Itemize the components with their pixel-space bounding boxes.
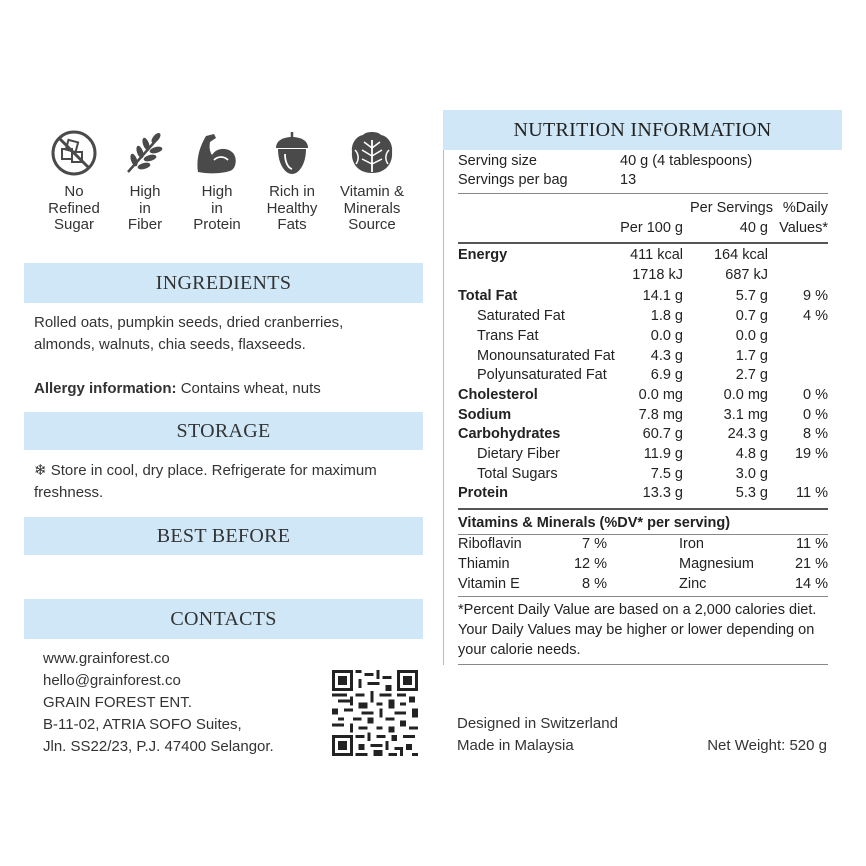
nutrient-daily-value: 9 %	[803, 288, 828, 305]
nutrition-left-border	[443, 150, 444, 665]
divider	[458, 242, 828, 244]
nutrient-label: Energy	[458, 247, 508, 263]
nutrient-per100: 11.9 g	[643, 446, 683, 462]
servings-label: Servings per bag	[458, 172, 568, 188]
nutrition-title: NUTRITION INFORMATION	[443, 110, 842, 150]
contact-email[interactable]: hello@grainforest.co	[43, 672, 181, 689]
divider	[458, 193, 828, 194]
origin-block	[457, 713, 618, 757]
vitamin-daily-value: 7 %	[582, 536, 607, 552]
storage-heading	[24, 412, 423, 450]
storage-text: Store in cool, dry place. Refrigerate for maximum freshness.	[34, 462, 377, 501]
nutrient-per-serving: 24.3 g	[727, 426, 768, 443]
footnote-line-3: your calorie needs.	[458, 642, 581, 658]
allergy-information	[34, 378, 424, 400]
serving-size-value: 40 g (4 tablespoons)	[620, 153, 753, 169]
servings-value: 13	[620, 172, 637, 188]
nutrient-per-serving: 3.1 mg	[723, 406, 768, 423]
feature-vitamins	[336, 128, 408, 234]
nutrient-per-serving: 2.7 g	[735, 367, 768, 384]
nutrient-daily-value: 0 %	[803, 406, 828, 423]
col-per100: Per 100 g	[620, 220, 683, 236]
ingredients-heading	[24, 263, 423, 303]
nutrient-per100: 7.8 mg	[638, 406, 683, 423]
vitamin-daily-value: 12 %	[573, 556, 607, 572]
nutrient-per-serving: 0.0 mg	[723, 386, 768, 403]
feature-label: Rich in Healthy Fats	[266, 183, 318, 233]
nutrient-per100: 7.5 g	[650, 465, 683, 482]
footnote-line-1: *Percent Daily Value are based on a 2,000 calories diet.	[458, 602, 817, 618]
ingredients-text: Rolled oats, pumpkin seeds, dried cranberries, almonds, walnuts, chia seeds, flaxseeds.	[34, 314, 344, 353]
nutrient-per-serving: 5.7 g	[735, 288, 768, 305]
best-before-title: BEST BEFORE	[156, 525, 291, 547]
nutrient-per100: 4.3 g	[650, 347, 683, 364]
contact-address-1: B-11-02, ATRIA SOFO Suites,	[43, 716, 242, 733]
feature-label: Vitamin & Minerals Source	[340, 183, 404, 233]
made-in: Made in Malaysia	[457, 737, 574, 754]
snowflake-icon: ❄	[34, 462, 47, 479]
vitamin-name: Iron	[679, 536, 704, 552]
nutrient-daily-value: 11 %	[796, 485, 828, 502]
nutrient-label: Sodium	[458, 406, 512, 423]
nutrient-per100: 1718 kJ	[632, 266, 683, 283]
best-before-heading	[24, 517, 423, 555]
nutrient-per100: 14.1 g	[642, 288, 683, 305]
nutrient-per100: 0.0 g	[650, 327, 683, 344]
col-daily: %Daily	[782, 200, 828, 216]
vitamins-title: Vitamins & Minerals (%DV* per serving)	[458, 515, 731, 531]
vitamin-daily-value: 14 %	[794, 576, 828, 592]
nutrient-daily-value: 19 %	[794, 446, 828, 462]
designed-in: Designed in Switzerland	[457, 715, 618, 732]
nutrient-per100: 1.8 g	[650, 308, 683, 325]
wheat-icon	[120, 128, 170, 178]
nutrient-label: Cholesterol	[458, 386, 538, 403]
vitamin-name: Magnesium	[679, 556, 754, 572]
nutrient-daily-value: 4 %	[803, 308, 828, 325]
col-per-servings: Per Servings	[689, 200, 773, 216]
nutrient-label: Monounsaturated Fat	[477, 347, 615, 364]
nutrient-per100: 6.9 g	[650, 367, 683, 384]
contacts-title: CONTACTS	[170, 608, 277, 630]
vitamin-daily-value: 21 %	[794, 556, 828, 572]
nutrient-label: Dietary Fiber	[477, 446, 560, 462]
vitamin-name: Vitamin E	[458, 576, 520, 592]
nutrient-per100: 13.3 g	[642, 485, 683, 502]
feature-label: High in Protein	[193, 183, 241, 233]
net-weight: Net Weight: 520 g	[707, 737, 827, 754]
storage-title: STORAGE	[176, 420, 271, 442]
feature-label: No Refined Sugar	[48, 183, 100, 233]
nutrition-table	[443, 150, 828, 670]
nutrient-per-serving: 0.0 g	[735, 327, 768, 344]
divider	[458, 534, 828, 535]
nutrient-per-serving: 0.7 g	[735, 308, 768, 325]
nutrient-per-serving: 1.7 g	[735, 347, 768, 364]
feature-fats	[256, 128, 328, 234]
feature-fiber	[109, 128, 181, 234]
nutrient-per-serving: 5.3 g	[735, 485, 768, 502]
nutrient-label: Carbohydrates	[458, 426, 561, 443]
nutrient-label: Protein	[458, 485, 508, 502]
nutrient-label: Trans Fat	[477, 327, 539, 344]
contact-website[interactable]: www.grainforest.co	[43, 650, 170, 667]
nutrient-label: Total Fat	[458, 288, 518, 305]
col-values: Values*	[779, 220, 828, 236]
storage-text-block	[34, 460, 424, 504]
contact-company: GRAIN FOREST ENT.	[43, 694, 192, 711]
col-40g: 40 g	[739, 220, 768, 236]
divider	[458, 664, 828, 665]
divider	[458, 596, 828, 597]
nutrient-per-serving: 4.8 g	[735, 446, 768, 462]
nutrient-per100: 0.0 mg	[638, 386, 683, 403]
feature-protein	[181, 128, 253, 234]
feature-icons	[38, 128, 418, 240]
divider	[458, 508, 828, 510]
vitamin-daily-value: 8 %	[582, 576, 607, 592]
contact-address-2: Jln. SS22/23, P.J. 47400 Selangor.	[43, 738, 274, 755]
nutrient-per100: 411 kcal	[630, 247, 683, 263]
nutrient-per100: 60.7 g	[642, 426, 683, 443]
lettuce-icon	[347, 128, 397, 178]
contacts-block	[43, 648, 274, 758]
footnote-line-2: Your Daily Values may be higher or lower depending on	[458, 622, 815, 638]
nutrient-per-serving: 687 kJ	[725, 266, 768, 283]
nutrient-daily-value: 8 %	[803, 426, 828, 443]
nutrient-daily-value: 0 %	[803, 386, 828, 403]
vitamin-daily-value: 11 %	[796, 536, 828, 552]
nut-icon	[267, 128, 317, 178]
feature-label: High in Fiber	[127, 183, 163, 233]
allergy-text: Contains wheat, nuts	[180, 380, 321, 397]
nutrient-label: Polyunsaturated Fat	[477, 367, 607, 384]
allergy-label: Allergy information:	[34, 380, 177, 397]
serving-size-label: Serving size	[458, 153, 537, 169]
nutrient-per-serving: 3.0 g	[735, 465, 768, 482]
vitamin-name: Zinc	[679, 576, 707, 592]
vitamin-name: Thiamin	[458, 556, 510, 572]
vitamin-name: Riboflavin	[458, 536, 522, 552]
ingredients-title: INGREDIENTS	[155, 272, 292, 294]
contacts-heading	[24, 599, 423, 639]
feature-no-sugar	[38, 128, 110, 234]
nutrient-per-serving: 164 kcal	[713, 247, 768, 263]
nutrient-label: Saturated Fat	[477, 308, 565, 325]
qr-code[interactable]	[332, 670, 418, 756]
muscle-arm-icon	[192, 128, 242, 178]
nutrient-label: Total Sugars	[477, 465, 558, 482]
no-sugar-icon	[49, 128, 99, 178]
